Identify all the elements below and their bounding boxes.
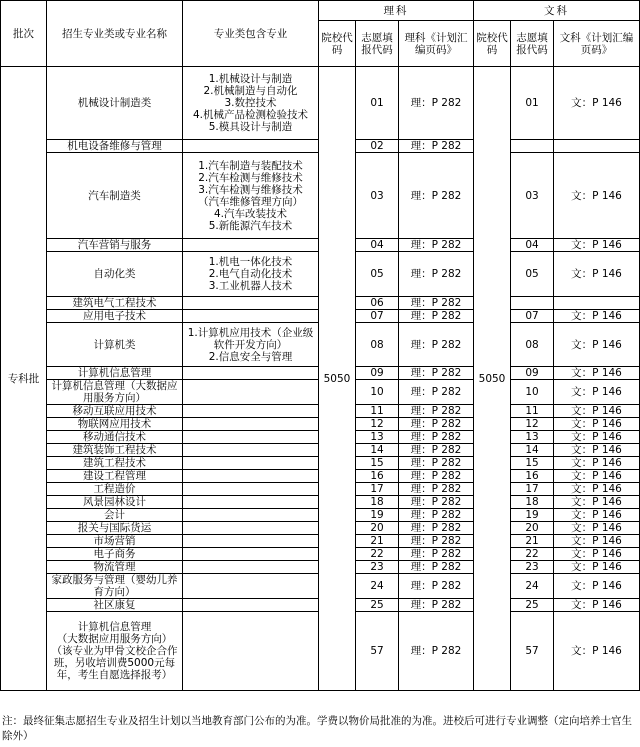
sci-fill-code: 12 <box>356 418 399 431</box>
art-fill-code: 11 <box>511 405 554 418</box>
art-page-ref: 文：P 146 <box>554 310 640 323</box>
sci-page-ref: 理：P 282 <box>399 612 474 691</box>
art-page-ref: 文：P 146 <box>554 444 640 457</box>
sci-fill-code: 15 <box>356 457 399 470</box>
art-page-ref: 文：P 146 <box>554 405 640 418</box>
art-page-ref: 文：P 146 <box>554 561 640 574</box>
sci-fill-code: 13 <box>356 431 399 444</box>
art-fill-code: 19 <box>511 509 554 522</box>
major-name: 应用电子技术 <box>47 310 183 323</box>
art-fill-code: 17 <box>511 483 554 496</box>
sci-page-ref: 理：P 282 <box>399 522 474 535</box>
art-page-ref: 文：P 146 <box>554 612 640 691</box>
sci-fill-code: 09 <box>356 367 399 380</box>
sci-fill-code: 02 <box>356 140 399 153</box>
included-majors <box>183 367 319 380</box>
included-majors <box>183 548 319 561</box>
sci-page-ref: 理：P 282 <box>399 140 474 153</box>
header-major: 招生专业类或专业名称 <box>47 1 183 67</box>
major-name: 电子商务 <box>47 548 183 561</box>
art-fill-code: 10 <box>511 380 554 405</box>
sci-page-ref: 理：P 282 <box>399 561 474 574</box>
included-majors <box>183 535 319 548</box>
sci-page-ref: 理：P 282 <box>399 67 474 140</box>
major-name: 物流管理 <box>47 561 183 574</box>
table-row <box>1 67 640 140</box>
art-page-ref: 文：P 146 <box>554 67 640 140</box>
major-name: 移动通信技术 <box>47 431 183 444</box>
sci-fill-code: 08 <box>356 323 399 367</box>
major-name: 机电设备维修与管理 <box>47 140 183 153</box>
included-majors <box>183 509 319 522</box>
major-name: 家政服务与管理（婴幼儿养育方向） <box>47 574 183 599</box>
art-page-ref: 文：P 146 <box>554 431 640 444</box>
included-majors <box>183 431 319 444</box>
art-page-ref: 文：P 146 <box>554 457 640 470</box>
art-page-ref: 文：P 146 <box>554 418 640 431</box>
included-majors <box>183 405 319 418</box>
sci-fill-code: 18 <box>356 496 399 509</box>
sci-page-ref: 理：P 282 <box>399 418 474 431</box>
included-majors <box>183 574 319 599</box>
sci-page-ref: 理：P 282 <box>399 431 474 444</box>
sci-page-ref: 理：P 282 <box>399 574 474 599</box>
sci-fill-code: 11 <box>356 405 399 418</box>
sci-fill-code: 23 <box>356 561 399 574</box>
major-name: 建筑电气工程技术 <box>47 297 183 310</box>
art-page-ref <box>554 140 640 153</box>
sci-page-ref: 理：P 282 <box>399 599 474 612</box>
major-name: 汽车营销与服务 <box>47 239 183 252</box>
header-art-fill-code: 志愿填报代码 <box>511 21 554 67</box>
header-sci-fill-code: 志愿填报代码 <box>356 21 399 67</box>
major-name: 工程造价 <box>47 483 183 496</box>
sci-fill-code: 04 <box>356 239 399 252</box>
sci-page-ref: 理：P 282 <box>399 239 474 252</box>
major-name: 建设工程管理 <box>47 470 183 483</box>
sci-page-ref: 理：P 282 <box>399 405 474 418</box>
major-name: 移动互联应用技术 <box>47 405 183 418</box>
sci-page-ref: 理：P 282 <box>399 496 474 509</box>
art-school-code: 5050 <box>474 67 511 691</box>
sci-fill-code: 06 <box>356 297 399 310</box>
sci-fill-code: 25 <box>356 599 399 612</box>
sci-fill-code: 05 <box>356 252 399 297</box>
major-name: 社区康复 <box>47 599 183 612</box>
sci-page-ref: 理：P 282 <box>399 483 474 496</box>
sci-page-ref: 理：P 282 <box>399 509 474 522</box>
art-page-ref: 文：P 146 <box>554 522 640 535</box>
sci-page-ref: 理：P 282 <box>399 548 474 561</box>
art-page-ref: 文：P 146 <box>554 153 640 239</box>
included-majors <box>183 483 319 496</box>
art-page-ref: 文：P 146 <box>554 239 640 252</box>
sci-page-ref: 理：P 282 <box>399 444 474 457</box>
sci-fill-code: 20 <box>356 522 399 535</box>
major-name: 风景园林设计 <box>47 496 183 509</box>
major-name: 物联网应用技术 <box>47 418 183 431</box>
art-fill-code: 14 <box>511 444 554 457</box>
sci-school-code: 5050 <box>319 67 356 691</box>
included-majors <box>183 457 319 470</box>
sci-fill-code: 10 <box>356 380 399 405</box>
sci-page-ref: 理：P 282 <box>399 470 474 483</box>
art-page-ref: 文：P 146 <box>554 535 640 548</box>
art-fill-code: 57 <box>511 612 554 691</box>
art-page-ref: 文：P 146 <box>554 509 640 522</box>
art-fill-code: 15 <box>511 457 554 470</box>
art-fill-code: 16 <box>511 470 554 483</box>
major-name: 计算机信息管理 <box>47 367 183 380</box>
major-name: 市场营销 <box>47 535 183 548</box>
sci-fill-code: 14 <box>356 444 399 457</box>
footnote: 注：最终征集志愿招生专业及招生计划以当地教育部门公布的为准。学费以物价局批准的为准。进校后可进行专业调整（定向培养士官生除外） <box>2 715 632 742</box>
header-art-page: 文科《计划汇编页码》 <box>554 21 640 67</box>
included-majors <box>183 561 319 574</box>
art-fill-code: 09 <box>511 367 554 380</box>
art-fill-code: 20 <box>511 522 554 535</box>
major-name: 计算机信息管理（大数据应用服务方向） <box>47 380 183 405</box>
art-page-ref: 文：P 146 <box>554 470 640 483</box>
included-majors <box>183 418 319 431</box>
major-name: 计算机信息管理 （大数据应用服务方向） （该专业为甲骨文校企合作班，另收培训费5000元每年，考生自愿选择报考） <box>47 612 183 691</box>
sci-page-ref: 理：P 282 <box>399 535 474 548</box>
art-fill-code <box>511 140 554 153</box>
sci-fill-code: 24 <box>356 574 399 599</box>
art-page-ref: 文：P 146 <box>554 496 640 509</box>
art-fill-code <box>511 297 554 310</box>
batch-cell: 专科批 <box>1 67 47 691</box>
art-fill-code: 04 <box>511 239 554 252</box>
included-majors: 1.计算机应用技术（企业级软件开发方向） 2.信息安全与管理 <box>183 323 319 367</box>
header-science-group: 理科 <box>319 1 474 21</box>
art-fill-code: 18 <box>511 496 554 509</box>
header-sci-page: 理科《计划汇编页码》 <box>399 21 474 67</box>
included-majors <box>183 612 319 691</box>
included-majors <box>183 140 319 153</box>
major-name: 报关与国际货运 <box>47 522 183 535</box>
art-fill-code: 21 <box>511 535 554 548</box>
included-majors <box>183 380 319 405</box>
art-fill-code: 23 <box>511 561 554 574</box>
art-fill-code: 01 <box>511 67 554 140</box>
included-majors <box>183 297 319 310</box>
included-majors: 1.汽车制造与装配技术 2.汽车检测与维修技术 3.汽车检测与维修技术 （汽车维修管理方向） 4.汽车改装技术 5.新能源汽车技术 <box>183 153 319 239</box>
art-fill-code: 24 <box>511 574 554 599</box>
included-majors <box>183 470 319 483</box>
major-name: 汽车制造类 <box>47 153 183 239</box>
sci-page-ref: 理：P 282 <box>399 310 474 323</box>
major-name: 建筑装饰工程技术 <box>47 444 183 457</box>
art-fill-code: 03 <box>511 153 554 239</box>
included-majors: 1.机电一体化技术 2.电气自动化技术 3.工业机器人技术 <box>183 252 319 297</box>
sci-page-ref: 理：P 282 <box>399 252 474 297</box>
art-fill-code: 08 <box>511 323 554 367</box>
art-page-ref: 文：P 146 <box>554 380 640 405</box>
art-page-ref: 文：P 146 <box>554 574 640 599</box>
sci-fill-code: 57 <box>356 612 399 691</box>
sci-fill-code: 16 <box>356 470 399 483</box>
sci-page-ref: 理：P 282 <box>399 367 474 380</box>
art-page-ref: 文：P 146 <box>554 548 640 561</box>
sci-fill-code: 07 <box>356 310 399 323</box>
art-page-ref: 文：P 146 <box>554 367 640 380</box>
header-sci-school-code: 院校代码 <box>319 21 356 67</box>
major-name: 会计 <box>47 509 183 522</box>
art-fill-code: 05 <box>511 252 554 297</box>
header-arts-group: 文科 <box>474 1 640 21</box>
art-page-ref <box>554 297 640 310</box>
art-page-ref: 文：P 146 <box>554 599 640 612</box>
sci-page-ref: 理：P 282 <box>399 153 474 239</box>
included-majors: 1.机械设计与制造 2.机械制造与自动化 3.数控技术 4.机械产品检测检验技术 5.模具设计与制造 <box>183 67 319 140</box>
art-page-ref: 文：P 146 <box>554 323 640 367</box>
major-name: 建筑工程技术 <box>47 457 183 470</box>
art-fill-code: 22 <box>511 548 554 561</box>
art-page-ref: 文：P 146 <box>554 252 640 297</box>
sci-fill-code: 21 <box>356 535 399 548</box>
art-page-ref: 文：P 146 <box>554 483 640 496</box>
sci-page-ref: 理：P 282 <box>399 380 474 405</box>
major-name: 机械设计制造类 <box>47 67 183 140</box>
sci-fill-code: 19 <box>356 509 399 522</box>
included-majors <box>183 444 319 457</box>
sci-fill-code: 22 <box>356 548 399 561</box>
sci-page-ref: 理：P 282 <box>399 297 474 310</box>
table-body <box>1 67 640 691</box>
art-fill-code: 13 <box>511 431 554 444</box>
sci-fill-code: 17 <box>356 483 399 496</box>
included-majors <box>183 496 319 509</box>
header-art-school-code: 院校代码 <box>474 21 511 67</box>
header-includes: 专业类包含专业 <box>183 1 319 67</box>
included-majors <box>183 599 319 612</box>
major-name: 自动化类 <box>47 252 183 297</box>
included-majors <box>183 239 319 252</box>
header-batch: 批次 <box>1 1 47 67</box>
art-fill-code: 12 <box>511 418 554 431</box>
sci-page-ref: 理：P 282 <box>399 457 474 470</box>
included-majors <box>183 310 319 323</box>
major-name: 计算机类 <box>47 323 183 367</box>
sci-fill-code: 01 <box>356 67 399 140</box>
sci-fill-code: 03 <box>356 153 399 239</box>
art-fill-code: 07 <box>511 310 554 323</box>
art-fill-code: 25 <box>511 599 554 612</box>
sci-page-ref: 理：P 282 <box>399 323 474 367</box>
included-majors <box>183 522 319 535</box>
